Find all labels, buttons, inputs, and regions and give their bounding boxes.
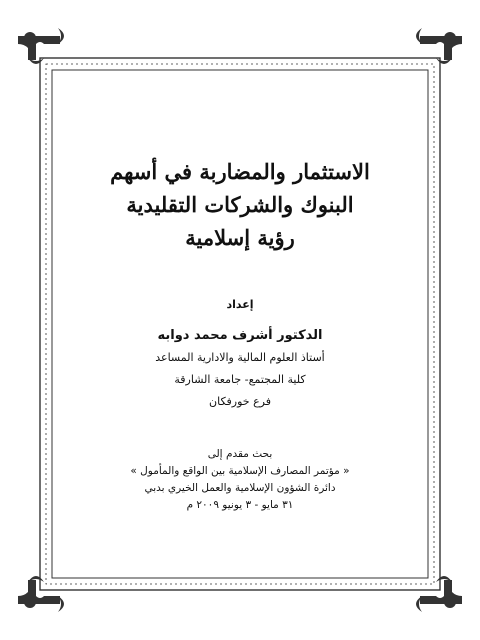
author-block: [70, 298, 410, 413]
author-college: كلية المجتمع- جامعة الشارقة: [174, 373, 306, 386]
document-title: [70, 155, 410, 254]
title-page-content: [70, 0, 410, 640]
conference-block: [70, 446, 410, 514]
conference-name: « مؤتمر المصارف الإسلامية بين الواقع والمأمول »: [130, 465, 350, 477]
author-branch: فرع خورفكان: [209, 395, 271, 408]
title-line: الاستثمار والمضاربة في أسهم: [110, 159, 370, 184]
conference-intro: بحث مقدم إلى: [207, 448, 273, 460]
corner-ornament-bottom-left: [18, 576, 64, 612]
conference-organizer: دائرة الشؤون الإسلامية والعمل الخيري بدبي: [144, 482, 336, 494]
title-line: البنوك والشركات التقليدية: [126, 192, 354, 217]
prepared-by-label: إعداد: [226, 298, 254, 311]
author-position: أستاذ العلوم المالية والادارية المساعد: [155, 351, 325, 364]
author-name: الدكتور أشرف محمد دوابه: [157, 328, 323, 343]
conference-date: ٣١ مايو - ٣ يونيو ٢٠٠٩ م: [186, 499, 294, 511]
corner-ornament-bottom-right: [416, 576, 462, 612]
title-line: رؤية إسلامية: [185, 225, 295, 250]
